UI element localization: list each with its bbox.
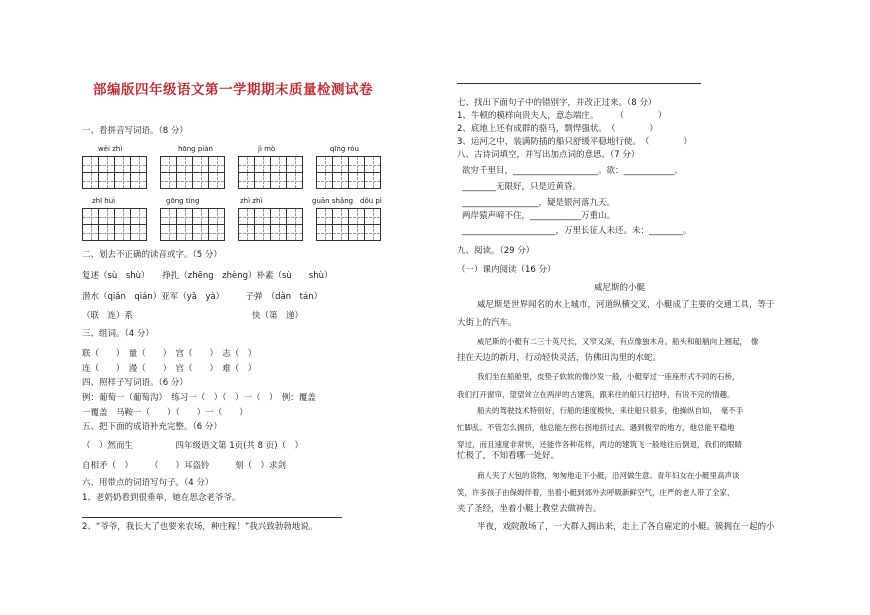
passage-line: 我们打开窗帘，望望耸立在两岸的古建筑，跟来往的船只打招呼，有说不完的情趣。	[457, 390, 735, 399]
section-2-line-2: 潜水（qiǎn qián）亚军（yǎ yà） 子弹 （dàn tán）	[82, 292, 323, 302]
section-2-line-3: （联 连）系 快（第 递）	[82, 311, 304, 321]
section-8-line-2: ________无限好，只是近黄昏。	[462, 182, 582, 192]
section-8-line-4: 两岸猿声啼不住，____________万重山。	[462, 211, 616, 221]
section-7-line-2: 2、底地上还有成群的骆马，剽悍强状。 （ ）	[457, 124, 658, 134]
section-8-heading: 八、古诗词填空，并写出加点词的意思。（7 分）	[457, 150, 640, 160]
section-3-line-2: 连（ ） 漫（ ） 官（ ） 难（ ）	[82, 364, 257, 374]
passage-line: 穿过，而且速度非常快，还能作各种花样，两边的建筑飞一般地往后倒退，我们的眼睛	[457, 440, 742, 449]
section-7-line-3: 3、运河之中，装满防插的船只舒缓平稳地行使。 （ ）	[457, 137, 692, 147]
pinyin-8: guān shǎng	[312, 197, 354, 205]
section-4-line-1: 例：葡萄一（葡萄沟） 练习一（ ）（ ）一（ ） 例：覆盖	[82, 393, 316, 403]
passage-line: 大街上的汽车。	[457, 318, 517, 328]
passage-line: 忙极了，不知看哪一处好。	[457, 451, 560, 461]
section-8-line-3: __________________，疑是银河落九天。	[462, 198, 616, 208]
section-3-line-1: 联（ ） 量（ ） 宫（ ） 志（ ）	[82, 349, 257, 359]
answer-line	[82, 517, 342, 518]
pinyin-2: hōng piàn	[178, 145, 213, 153]
passage-line: 威尼斯的小艇有二三十英尺长，又窄又深，有点像独木舟。船头和船艄向上翘起， 像	[477, 337, 759, 346]
page-title: 部编版四年级语文第一学期期末质量检测试卷	[93, 82, 373, 98]
section-5-line-2: 自相矛（ ） （ ）耳盗铃 刻（ ）求剑	[82, 461, 287, 471]
pinyin-7: zhì zhì	[240, 197, 263, 205]
pinyin-1: wèi zhì	[98, 145, 123, 153]
pinyin-6: gōng tíng	[166, 197, 200, 205]
answer-line-top	[457, 83, 701, 84]
section-1-heading: 一、看拼音写词语。（8 分）	[82, 126, 188, 136]
passage-line: 夹了圣经，坐着小艇上教堂去做祷告。	[457, 504, 602, 514]
section-2-line-1: 复述（sù shù） 挣扎（zhēng zhèng）朴素（sù shù）	[82, 271, 333, 281]
section-2-heading: 二、划去不正确的读音或字。（5 分）	[82, 250, 222, 260]
passage-title: 威尼斯的小艇	[594, 283, 646, 293]
passage-line: 笑，许多孩子由保姆伴着，坐着小艇到郊外去呼吸新鲜空气，庄严的老人带了全家，	[457, 488, 735, 497]
section-5-line-1: （ ）然而生 四年级语文第 1页(共 8 页)（ ）	[82, 441, 304, 451]
pinyin-4: qīng róu	[330, 145, 359, 153]
pinyin-3: jì mò	[258, 145, 276, 153]
writing-grid-row-2b	[82, 224, 394, 241]
writing-grid-row-2	[82, 208, 394, 225]
pinyin-9: dǒu pì	[360, 197, 382, 205]
section-8-line-5: ______________________，万里长征人未还。未：________。	[462, 226, 692, 236]
pinyin-5: zhī huì	[92, 197, 116, 205]
passage-line: 威尼斯是世界闻名的水上城市，河道纵横交叉，小艇成了主要的交通工具，等于	[477, 300, 775, 310]
section-3-heading: 三、组词。（4 分）	[82, 329, 154, 339]
writing-grid-row-1	[82, 156, 394, 173]
section-5-heading: 五、把下面的成语补充完整。（6 分）	[82, 422, 222, 432]
section-7-heading: 七、找出下面句子中的错别字，并改正过来。（8 分）	[457, 98, 657, 108]
passage-line: 我们坐在船舱里，皮垫子软软的像沙发一般，小艇穿过一座座形式不同的石桥，	[477, 372, 740, 381]
section-4-heading: 四、照样子写词语。（6 分）	[82, 378, 188, 388]
section-6-line-2: 2、“爷爷，我长大了也要来农场，种庄稼！”我兴致勃勃地说。	[82, 522, 318, 532]
section-6-line-1: 1、老奶奶看到很垂单，她在思念老爷爷。	[82, 493, 241, 503]
passage-line: 挂在天边的新月，行动轻快灵活，仿佛田沟里的水蛇。	[457, 353, 662, 363]
section-9-heading: 九、阅读。（29 分）	[457, 246, 535, 256]
section-7-line-1: 1、牛顿的模样向贵夫人，意态端庄。 （ ）	[457, 111, 667, 121]
section-8-line-1: 欲穷千里目，____________________。欲：____________。	[462, 166, 684, 176]
section-6-heading: 六、用带点的词语写句子。（4 分）	[82, 478, 214, 488]
section-9-subheading: （一）课内阅读（16 分）	[457, 265, 556, 275]
passage-line: 商人夹了大包的货物，匆匆地走下小艇，沿河做生意。青年妇女在小艇里高声谈	[477, 471, 740, 480]
passage-line: 船夫的驾驶技术特别好，行船的速度极快，来往船只很多，他操纵自如， 毫不手	[477, 406, 744, 415]
passage-line: 半夜，戏院散场了，一大群人拥出来，走上了各自雇定的小艇。簇拥在一起的小	[477, 522, 775, 532]
writing-grid-row-1b	[82, 172, 394, 189]
passage-line: 忙脚乱。不管怎么拥挤，他总能左拐右拐地挤过去。遇到极窄的地方，他总能平稳地	[457, 423, 735, 432]
section-4-line-2: 一覆盖 马鞍一（ ）（ ）一（ ）	[82, 408, 248, 418]
